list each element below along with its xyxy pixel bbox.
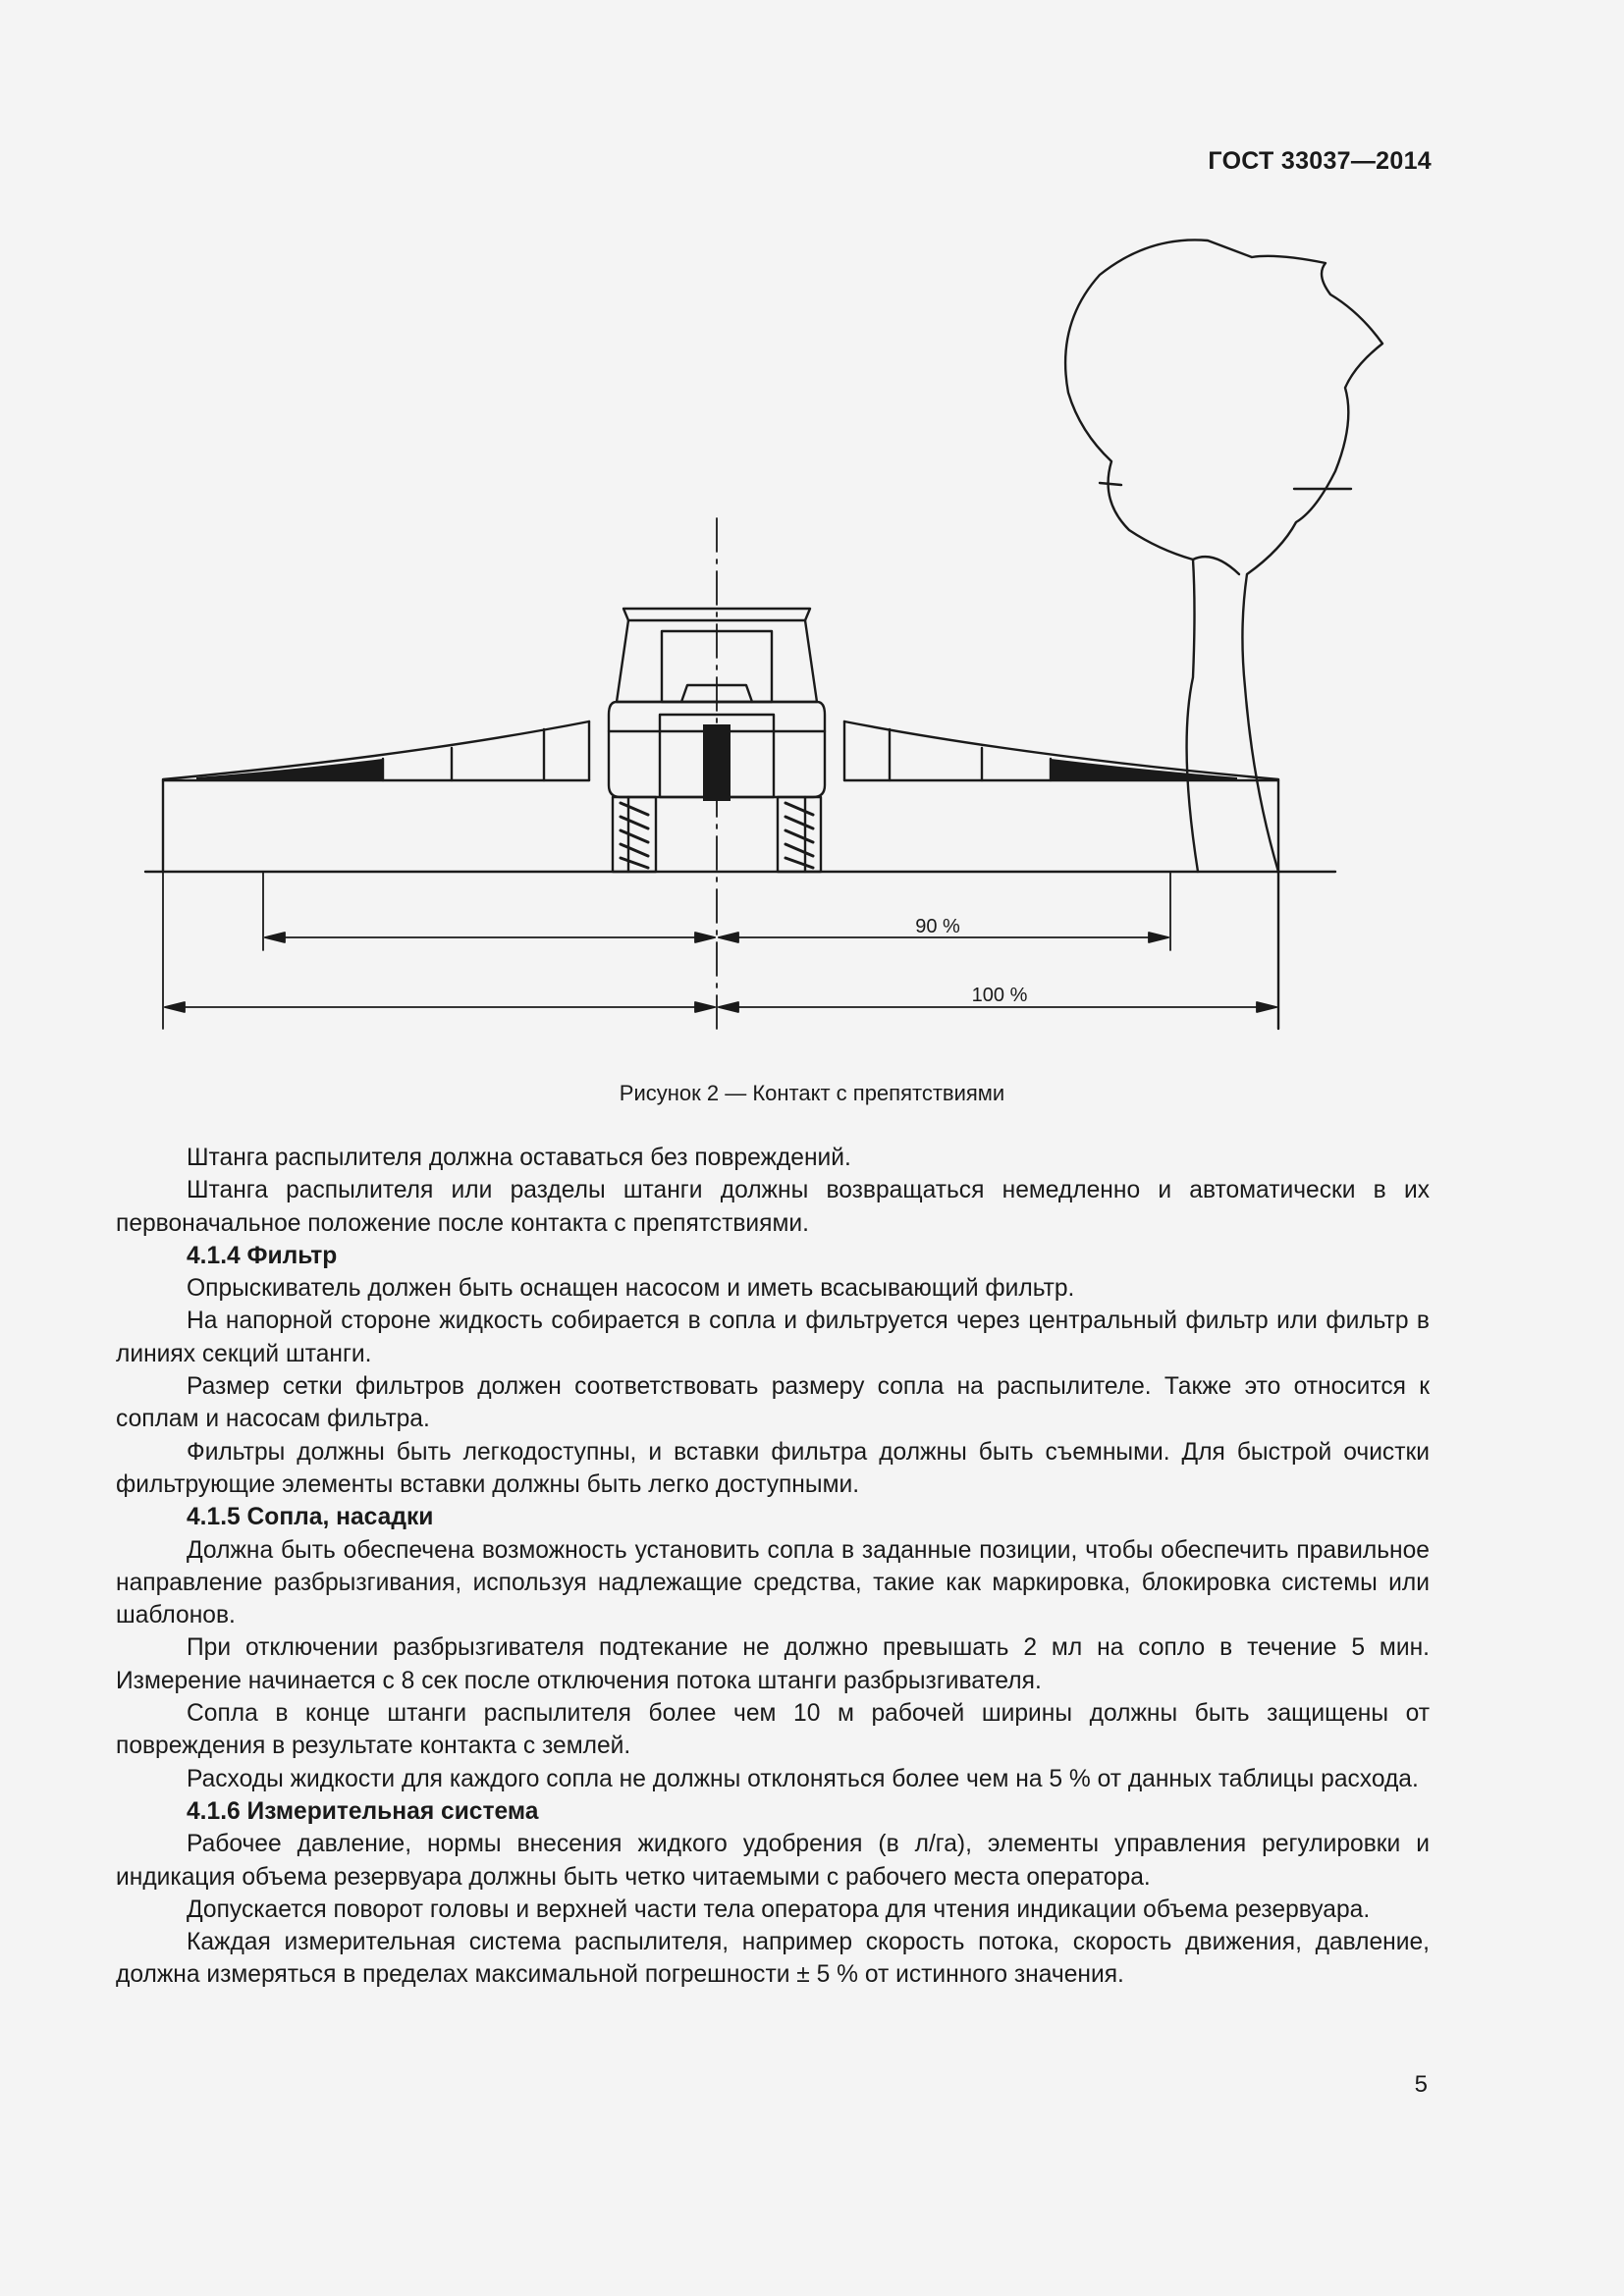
paragraph: На напорной стороне жидкость собирается в сопла и фильтруется через центральный фильтр или фильтр в линиях секций штанги.	[116, 1308, 1430, 1367]
figure-obstacle-contact	[0, 0, 1624, 1080]
paragraph: Размер сетки фильтров должен соответствовать размеру сопла на распылителе. Также это относится к соплам и насосам фильтра.	[116, 1373, 1430, 1433]
paragraph: Расходы жидкости для каждого сопла не должны отклоняться более чем на 5 % от данных таблицы расхода.	[187, 1765, 1419, 1792]
dimension-100-percent	[163, 872, 1276, 1029]
left-boom	[163, 721, 589, 872]
paragraph: Сопла в конце штанги распылителя более чем 10 м рабочей ширины должны быть защищены от повреждения в результате контакта с землей.	[116, 1700, 1430, 1760]
paragraph: Штанга распылителя должна оставаться без повреждений.	[187, 1145, 851, 1171]
paragraph: Должна быть обеспечена возможность установить сопла в заданные позиции, чтобы обеспечить правильное направление разбрызгивания, используя надлежащие средства, такие как маркировка, блокировка системы или шаблонов.	[116, 1536, 1430, 1629]
body-text	[116, 1142, 1430, 1992]
paragraph: Рабочее давление, нормы внесения жидкого удобрения (в л/га), элементы управления регулировки и индикация объема резервуара должны быть четко читаемыми с рабочего места оператора.	[116, 1831, 1430, 1891]
page-number: 5	[1414, 2071, 1428, 2098]
paragraph: Каждая измерительная система распылителя, например скорость потока, скорость движения, давление, должна измеряться в пределах максимальной погрешности ± 5 % от истинного значения.	[116, 1929, 1430, 1989]
section-heading-measuring-system: 4.1.6 Измерительная система	[187, 1797, 539, 1825]
section-heading-nozzles: 4.1.5 Сопла, насадки	[187, 1504, 434, 1531]
right-boom	[844, 721, 1278, 1029]
section-heading-filter: 4.1.4 Фильтр	[187, 1242, 338, 1269]
standard-number-header: ГОСТ 33037—2014	[1208, 147, 1432, 175]
label-90-percent: 90 %	[915, 916, 960, 937]
paragraph: Штанга распылителя или разделы штанги должны возвращаться немедленно и автоматически в их первоначальное положение после контакта с препятствиями.	[116, 1177, 1430, 1237]
paragraph: При отключении разбрызгивателя подтекание не должно превышать 2 мл на сопло в течение 5 мин. Измерение начинается с 8 сек после отключения потока штанги разбрызгивателя.	[116, 1634, 1430, 1694]
paragraph: Опрыскиватель должен быть оснащен насосом и иметь всасывающий фильтр.	[187, 1275, 1075, 1303]
paragraph: Фильтры должны быть легкодоступны, и вставки фильтра должны быть съемными. Для быстрой очистки фильтрующие элементы вставки должны быть легко доступными.	[116, 1438, 1430, 1498]
label-100-percent: 100 %	[971, 985, 1028, 1006]
paragraph: Допускается поворот головы и верхней части тела оператора для чтения индикации объема резервуара.	[187, 1896, 1371, 1923]
figure-caption: Рисунок 2 — Контакт с препятствиями	[619, 1081, 1005, 1105]
